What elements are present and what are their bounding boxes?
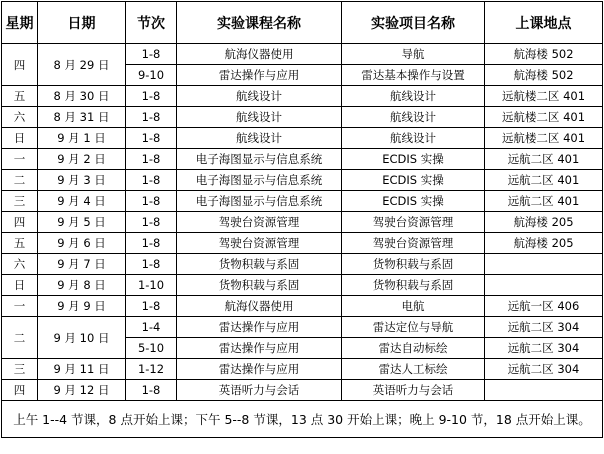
header-project: 实验项目名称 xyxy=(342,2,485,44)
cell-location: 航海楼 502 xyxy=(485,44,603,65)
table-row xyxy=(2,128,603,149)
cell-period: 1-8 xyxy=(126,86,177,107)
cell-weekday: 日 xyxy=(2,275,38,296)
cell-project: ECDIS 实操 xyxy=(342,170,485,191)
cell-location: 航海楼 205 xyxy=(485,212,603,233)
cell-weekday: 二 xyxy=(2,170,38,191)
cell-course: 货物积载与系固 xyxy=(177,254,342,275)
cell-period: 1-8 xyxy=(126,233,177,254)
header-location: 上课地点 xyxy=(485,2,603,44)
cell-project: 货物积载与系固 xyxy=(342,275,485,296)
cell-course: 雷达操作与应用 xyxy=(177,65,342,86)
cell-location: 远航二区 401 xyxy=(485,191,603,212)
cell-location: 远航二区 304 xyxy=(485,359,603,380)
cell-project: 航线设计 xyxy=(342,128,485,149)
cell-project: ECDIS 实操 xyxy=(342,149,485,170)
cell-project: 航线设计 xyxy=(342,86,485,107)
cell-period: 1-8 xyxy=(126,107,177,128)
cell-weekday: 五 xyxy=(2,233,38,254)
table-row xyxy=(2,380,603,401)
cell-location: 航海楼 205 xyxy=(485,233,603,254)
cell-location xyxy=(485,275,603,296)
cell-project: 航线设计 xyxy=(342,107,485,128)
cell-period: 9-10 xyxy=(126,65,177,86)
cell-project: ECDIS 实操 xyxy=(342,191,485,212)
schedule-table xyxy=(1,1,603,438)
table-row xyxy=(2,170,603,191)
cell-location xyxy=(485,380,603,401)
cell-course: 电子海图显示与信息系统 xyxy=(177,191,342,212)
cell-period: 1-12 xyxy=(126,359,177,380)
cell-period: 1-8 xyxy=(126,296,177,317)
cell-project: 雷达定位与导航 xyxy=(342,317,485,338)
cell-course: 雷达操作与应用 xyxy=(177,338,342,359)
cell-date: 9 月 7 日 xyxy=(38,254,126,275)
cell-period: 1-8 xyxy=(126,44,177,65)
cell-location: 远航二区 401 xyxy=(485,170,603,191)
schedule-body xyxy=(2,44,603,401)
cell-course: 航海仪器使用 xyxy=(177,296,342,317)
cell-date: 9 月 1 日 xyxy=(38,128,126,149)
cell-course: 驾驶台资源管理 xyxy=(177,233,342,254)
cell-weekday: 三 xyxy=(2,191,38,212)
cell-project: 英语听力与会话 xyxy=(342,380,485,401)
table-row xyxy=(2,296,603,317)
cell-weekday: 一 xyxy=(2,296,38,317)
cell-location: 航海楼 502 xyxy=(485,65,603,86)
table-row xyxy=(2,359,603,380)
cell-weekday: 三 xyxy=(2,359,38,380)
cell-period: 1-8 xyxy=(126,149,177,170)
cell-course: 驾驶台资源管理 xyxy=(177,212,342,233)
cell-period: 1-10 xyxy=(126,275,177,296)
cell-date: 9 月 2 日 xyxy=(38,149,126,170)
cell-date: 8 月 31 日 xyxy=(38,107,126,128)
footnote: 上午 1--4 节课，8 点开始上课；下午 5--8 节课，13 点 30 开始上课；晚上 9-10 节，18 点开始上课。 xyxy=(2,401,603,438)
header-row xyxy=(2,2,603,44)
table-row xyxy=(2,191,603,212)
cell-course: 航线设计 xyxy=(177,107,342,128)
cell-date: 8 月 30 日 xyxy=(38,86,126,107)
cell-project: 电航 xyxy=(342,296,485,317)
header-weekday: 星期 xyxy=(2,2,38,44)
cell-course: 电子海图显示与信息系统 xyxy=(177,149,342,170)
cell-weekday: 四 xyxy=(2,380,38,401)
cell-date: 9 月 10 日 xyxy=(38,317,126,359)
cell-location xyxy=(485,254,603,275)
cell-period: 1-8 xyxy=(126,254,177,275)
header-period: 节次 xyxy=(126,2,177,44)
cell-course: 航线设计 xyxy=(177,86,342,107)
table-row xyxy=(2,317,603,338)
cell-course: 货物积载与系固 xyxy=(177,275,342,296)
cell-date: 9 月 11 日 xyxy=(38,359,126,380)
cell-date: 8 月 29 日 xyxy=(38,44,126,86)
cell-location: 远航楼二区 401 xyxy=(485,128,603,149)
cell-date: 9 月 6 日 xyxy=(38,233,126,254)
cell-period: 1-8 xyxy=(126,191,177,212)
cell-period: 1-8 xyxy=(126,212,177,233)
table-row xyxy=(2,149,603,170)
cell-project: 货物积载与系固 xyxy=(342,254,485,275)
table-row xyxy=(2,254,603,275)
table-row xyxy=(2,44,603,65)
cell-course: 航线设计 xyxy=(177,128,342,149)
cell-period: 5-10 xyxy=(126,338,177,359)
cell-course: 英语听力与会话 xyxy=(177,380,342,401)
cell-project: 驾驶台资源管理 xyxy=(342,212,485,233)
table-row xyxy=(2,275,603,296)
table-row xyxy=(2,107,603,128)
cell-location: 远航一区 406 xyxy=(485,296,603,317)
cell-location: 远航楼二区 401 xyxy=(485,107,603,128)
cell-project: 雷达人工标绘 xyxy=(342,359,485,380)
footnote-row xyxy=(2,401,603,438)
cell-weekday: 四 xyxy=(2,44,38,86)
header-course: 实验课程名称 xyxy=(177,2,342,44)
cell-course: 航海仪器使用 xyxy=(177,44,342,65)
cell-course: 雷达操作与应用 xyxy=(177,317,342,338)
cell-period: 1-8 xyxy=(126,380,177,401)
cell-project: 雷达自动标绘 xyxy=(342,338,485,359)
cell-date: 9 月 3 日 xyxy=(38,170,126,191)
cell-period: 1-8 xyxy=(126,128,177,149)
table-row xyxy=(2,86,603,107)
cell-weekday: 五 xyxy=(2,86,38,107)
cell-date: 9 月 5 日 xyxy=(38,212,126,233)
cell-weekday: 六 xyxy=(2,107,38,128)
cell-weekday: 六 xyxy=(2,254,38,275)
cell-location: 远航二区 401 xyxy=(485,149,603,170)
cell-date: 9 月 8 日 xyxy=(38,275,126,296)
cell-location: 远航二区 304 xyxy=(485,338,603,359)
cell-weekday: 日 xyxy=(2,128,38,149)
cell-project: 导航 xyxy=(342,44,485,65)
cell-period: 1-8 xyxy=(126,170,177,191)
cell-weekday: 二 xyxy=(2,317,38,359)
cell-project: 驾驶台资源管理 xyxy=(342,233,485,254)
cell-date: 9 月 12 日 xyxy=(38,380,126,401)
cell-weekday: 四 xyxy=(2,212,38,233)
cell-course: 雷达操作与应用 xyxy=(177,359,342,380)
table-row xyxy=(2,233,603,254)
cell-location: 远航楼二区 401 xyxy=(485,86,603,107)
cell-weekday: 一 xyxy=(2,149,38,170)
table-row xyxy=(2,212,603,233)
cell-location: 远航二区 304 xyxy=(485,317,603,338)
header-date: 日期 xyxy=(38,2,126,44)
cell-course: 电子海图显示与信息系统 xyxy=(177,170,342,191)
cell-date: 9 月 4 日 xyxy=(38,191,126,212)
cell-date: 9 月 9 日 xyxy=(38,296,126,317)
cell-period: 1-4 xyxy=(126,317,177,338)
cell-project: 雷达基本操作与设置 xyxy=(342,65,485,86)
